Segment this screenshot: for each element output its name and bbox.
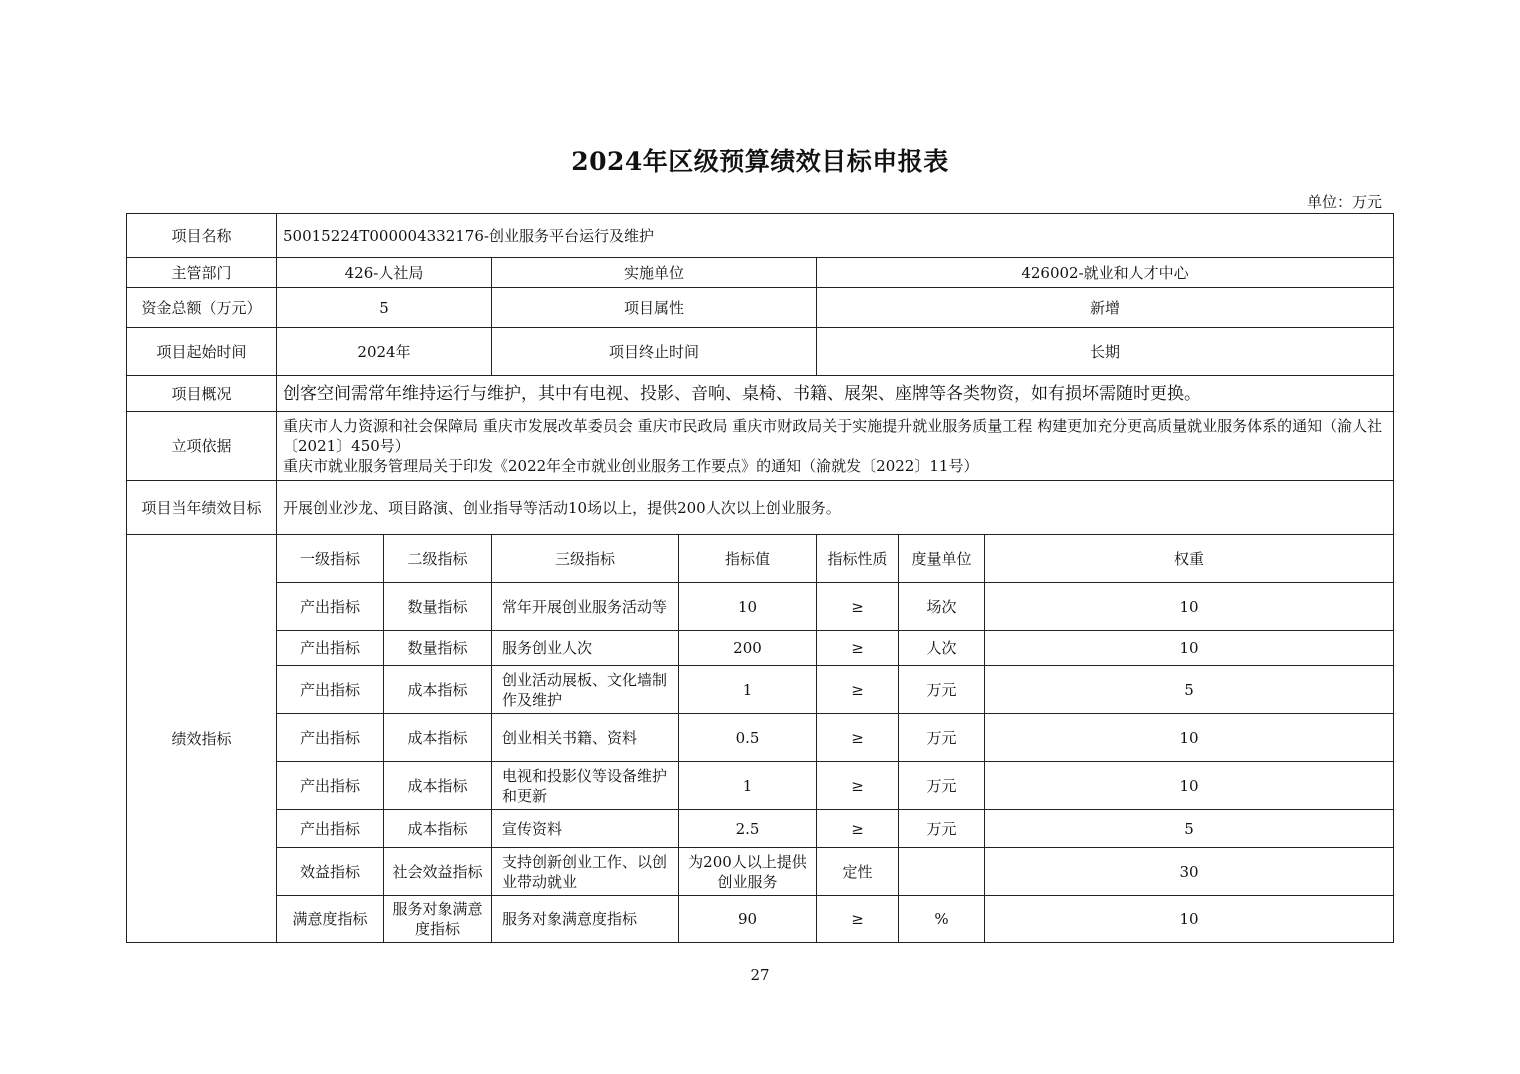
- project-name-value: 50015224T000004332176-创业服务平台运行及维护: [277, 214, 1394, 258]
- level2-cell: 服务对象满意度指标: [384, 896, 492, 943]
- basis-line-2: 重庆市就业服务管理局关于印发《2022年全市就业创业服务工作要点》的通知（渝就发〔2022〕11号）: [283, 457, 979, 475]
- indicator-header-row: [127, 535, 1394, 583]
- row-basis: [127, 412, 1394, 481]
- level2-cell: 数量指标: [384, 583, 492, 631]
- value-cell: 2.5: [679, 810, 817, 848]
- table-row: [127, 810, 1394, 848]
- weight-cell: 10: [985, 896, 1394, 943]
- basis-label: 立项依据: [127, 412, 277, 481]
- value-cell: 0.5: [679, 714, 817, 762]
- implementer-value: 426002-就业和人才中心: [817, 258, 1394, 288]
- department-value: 426-人社局: [277, 258, 492, 288]
- level2-cell: 成本指标: [384, 762, 492, 810]
- unit-cell: 万元: [899, 762, 985, 810]
- nature-cell: ≥: [817, 714, 899, 762]
- level3-cell: 宣传资料: [492, 810, 679, 848]
- value-cell: 90: [679, 896, 817, 943]
- start-label: 项目起始时间: [127, 328, 277, 376]
- header-level2: 二级指标: [384, 535, 492, 583]
- row-overview: [127, 376, 1394, 412]
- end-value: 长期: [817, 328, 1394, 376]
- header-unit: 度量单位: [899, 535, 985, 583]
- weight-cell: 30: [985, 848, 1394, 896]
- weight-cell: 10: [985, 631, 1394, 666]
- unit-cell: 万元: [899, 714, 985, 762]
- level1-cell: 产出指标: [277, 714, 384, 762]
- fund-label: 资金总额（万元）: [127, 288, 277, 328]
- nature-cell: ≥: [817, 666, 899, 714]
- table-row: [127, 896, 1394, 943]
- basis-line-1: 重庆市人力资源和社会保障局 重庆市发展改革委员会 重庆市民政局 重庆市财政局关于实施提升就业服务质量工程 构建更加充分更高质量就业服务体系的通知（渝人社〔2021〕450号）: [283, 417, 1383, 455]
- level1-cell: 效益指标: [277, 848, 384, 896]
- level2-cell: 数量指标: [384, 631, 492, 666]
- header-level3: 三级指标: [492, 535, 679, 583]
- level3-cell: 支持创新创业工作、以创业带动就业: [492, 848, 679, 896]
- unit-cell: 场次: [899, 583, 985, 631]
- weight-cell: 10: [985, 762, 1394, 810]
- table-row: [127, 631, 1394, 666]
- value-cell: 10: [679, 583, 817, 631]
- fund-value: 5: [277, 288, 492, 328]
- table-row: [127, 762, 1394, 810]
- goal-value: 开展创业沙龙、项目路演、创业指导等活动10场以上，提供200人次以上创业服务。: [277, 481, 1394, 535]
- value-cell: 200: [679, 631, 817, 666]
- end-label: 项目终止时间: [492, 328, 817, 376]
- basis-value: [277, 412, 1394, 481]
- nature-cell: ≥: [817, 583, 899, 631]
- unit-cell: 人次: [899, 631, 985, 666]
- nature-cell: ≥: [817, 810, 899, 848]
- table-row: [127, 666, 1394, 714]
- row-fund: [127, 288, 1394, 328]
- start-value: 2024年: [277, 328, 492, 376]
- weight-cell: 5: [985, 666, 1394, 714]
- unit-cell: 万元: [899, 810, 985, 848]
- level1-cell: 产出指标: [277, 762, 384, 810]
- level3-cell: 电视和投影仪等设备维护和更新: [492, 762, 679, 810]
- table-row: [127, 714, 1394, 762]
- level1-cell: 产出指标: [277, 666, 384, 714]
- row-department: [127, 258, 1394, 288]
- value-cell: 1: [679, 666, 817, 714]
- header-nature: 指标性质: [817, 535, 899, 583]
- nature-cell: ≥: [817, 631, 899, 666]
- table-row: [127, 583, 1394, 631]
- level2-cell: 成本指标: [384, 714, 492, 762]
- level2-cell: 成本指标: [384, 666, 492, 714]
- level3-cell: 服务对象满意度指标: [492, 896, 679, 943]
- page-title: 2024年区级预算绩效目标申报表: [571, 147, 949, 176]
- level3-cell: 服务创业人次: [492, 631, 679, 666]
- project-name-label: 项目名称: [127, 214, 277, 258]
- nature-cell: 定性: [817, 848, 899, 896]
- weight-cell: 10: [985, 714, 1394, 762]
- weight-cell: 10: [985, 583, 1394, 631]
- level3-cell: 常年开展创业服务活动等: [492, 583, 679, 631]
- level1-cell: 产出指标: [277, 810, 384, 848]
- attribute-value: 新增: [817, 288, 1394, 328]
- table-row: [127, 848, 1394, 896]
- unit-cell: 万元: [899, 666, 985, 714]
- row-goal: [127, 481, 1394, 535]
- overview-label: 项目概况: [127, 376, 277, 412]
- attribute-label: 项目属性: [492, 288, 817, 328]
- goal-label: 项目当年绩效目标: [127, 481, 277, 535]
- indicators-label: 绩效指标: [127, 535, 277, 943]
- unit-cell: %: [899, 896, 985, 943]
- level3-cell: 创业活动展板、文化墙制作及维护: [492, 666, 679, 714]
- department-label: 主管部门: [127, 258, 277, 288]
- level3-cell: 创业相关书籍、资料: [492, 714, 679, 762]
- value-cell: 为200人以上提供创业服务: [679, 848, 817, 896]
- budget-table: [126, 213, 1394, 943]
- implementer-label: 实施单位: [492, 258, 817, 288]
- weight-cell: 5: [985, 810, 1394, 848]
- row-project-name: [127, 214, 1394, 258]
- level1-cell: 满意度指标: [277, 896, 384, 943]
- overview-value: 创客空间需常年维持运行与维护，其中有电视、投影、音响、桌椅、书籍、展架、座牌等各类物资，如有损坏需随时更换。: [277, 376, 1394, 412]
- header-value: 指标值: [679, 535, 817, 583]
- header-weight: 权重: [985, 535, 1394, 583]
- level2-cell: 成本指标: [384, 810, 492, 848]
- row-time: [127, 328, 1394, 376]
- unit-label: 单位：万元: [1306, 193, 1382, 211]
- header-level1: 一级指标: [277, 535, 384, 583]
- page-number: 27: [750, 966, 770, 984]
- value-cell: 1: [679, 762, 817, 810]
- level1-cell: 产出指标: [277, 583, 384, 631]
- unit-cell: [899, 848, 985, 896]
- level1-cell: 产出指标: [277, 631, 384, 666]
- level2-cell: 社会效益指标: [384, 848, 492, 896]
- nature-cell: ≥: [817, 762, 899, 810]
- nature-cell: ≥: [817, 896, 899, 943]
